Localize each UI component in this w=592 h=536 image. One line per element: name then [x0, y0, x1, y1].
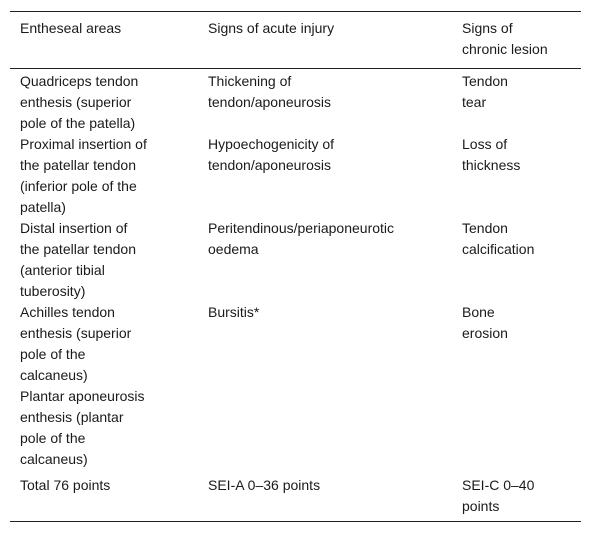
cell-acute-sign: Bursitis*: [208, 304, 260, 320]
table-row: [10, 134, 581, 218]
sei-table-container: [10, 11, 581, 522]
header-acute-injury: Signs of acute injury: [208, 20, 335, 36]
cell-acute-sign: Hypoechogenicity of tendon/aponeurosis: [208, 136, 335, 173]
table-header: [10, 12, 581, 69]
table-row: [10, 302, 581, 386]
table-row: [10, 218, 581, 302]
cell-entheseal-area: Plantar aponeurosis enthesis (plantar pole of the calcaneus): [20, 388, 145, 467]
table-row-total: [10, 470, 581, 522]
cell-chronic-sign: [452, 386, 581, 470]
cell-acute-sign: [198, 386, 452, 470]
cell-entheseal-area: Quadriceps tendon enthesis (superior pole of the patella): [20, 73, 139, 131]
cell-chronic-sign: Tendon calcification: [462, 220, 535, 257]
table-row: [10, 386, 581, 470]
cell-total-points: Total 76 points: [20, 477, 111, 493]
header-entheseal-areas: Entheseal areas: [20, 20, 122, 36]
header-row: [10, 12, 581, 69]
cell-sei-a-range: SEI-A 0–36 points: [208, 477, 321, 493]
cell-chronic-sign: Bone erosion: [462, 304, 508, 341]
cell-entheseal-area: Proximal insertion of the patellar tendon (inferior pole of the patella): [20, 136, 147, 215]
cell-entheseal-area: Distal insertion of the patellar tendon (anterior tibial tuberosity): [20, 220, 136, 299]
sei-scoring-table: [10, 11, 581, 522]
cell-sei-c-range: SEI-C 0–40 points: [462, 477, 535, 514]
header-chronic-lesion: Signs of chronic lesion: [462, 20, 548, 57]
table-row: [10, 69, 581, 135]
cell-chronic-sign: Tendon tear: [462, 73, 508, 110]
cell-acute-sign: Peritendinous/periaponeurotic oedema: [208, 220, 395, 257]
cell-acute-sign: Thickening of tendon/aponeurosis: [208, 73, 331, 110]
cell-entheseal-area: Achilles tendon enthesis (superior pole of the calcaneus): [20, 304, 132, 383]
table-body: [10, 69, 581, 522]
cell-chronic-sign: Loss of thickness: [462, 136, 521, 173]
